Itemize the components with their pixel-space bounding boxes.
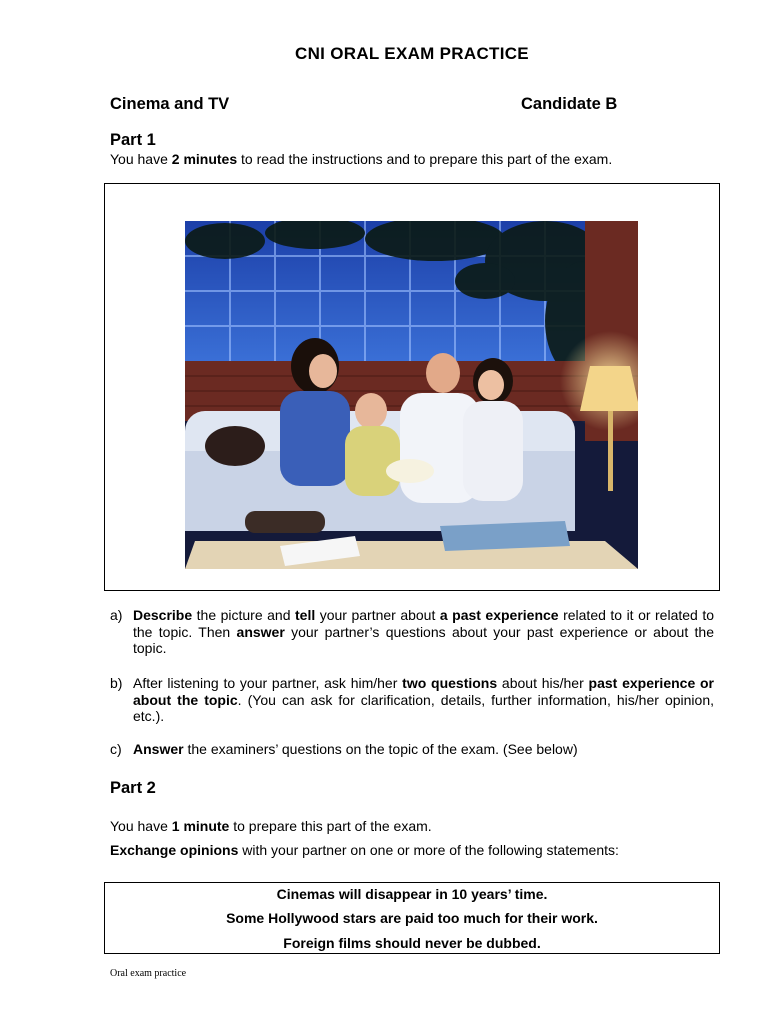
statement-item: Foreign films should never be dubbed. — [283, 935, 541, 951]
line1-text: You have — [110, 818, 172, 834]
body-text: the picture and — [192, 607, 295, 623]
item-text — [133, 607, 714, 657]
photo-illustration — [185, 221, 638, 569]
body-text: your partner about — [315, 607, 440, 623]
list-item — [110, 675, 714, 725]
part1-heading: Part 1 — [110, 131, 156, 149]
footer-text: Oral exam practice — [110, 968, 187, 979]
page-title: CNI ORAL EXAM PRACTICE — [295, 44, 529, 63]
statements-box — [104, 882, 720, 954]
item-label: a) — [110, 607, 123, 623]
body-text: your partner’s questions about your past experience or about the topic. — [133, 623, 714, 656]
intro-text: You have — [110, 151, 172, 167]
line1-duration: 1 minute — [171, 818, 230, 834]
item-label: b) — [110, 675, 123, 691]
part1-instructions — [110, 607, 714, 767]
part2-line1 — [110, 818, 432, 835]
line2-text: with your partner on one or more of the following statements: — [238, 842, 619, 858]
body-text: the examiners’ questions on the topic of the exam. (See below) — [183, 741, 578, 757]
body-text: After listening to your partner, ask him/her — [133, 675, 403, 691]
part2-line2 — [110, 842, 619, 859]
part2-heading: Part 2 — [110, 779, 156, 797]
family-watching-tv-photo — [185, 221, 638, 569]
emphasis-text: answer — [236, 623, 285, 640]
body-text: related to it or related to the topic. Then — [133, 607, 714, 640]
line2-bold: Exchange opinions — [110, 842, 239, 858]
emphasis-text: tell — [295, 607, 316, 623]
emphasis-text: two questions — [402, 675, 498, 691]
list-item — [110, 741, 714, 758]
statement-item: Some Hollywood stars are paid too much for their work. — [226, 910, 598, 926]
body-text: . (You can ask for clarification, details, further information, his/her opinion, etc.). — [133, 691, 714, 724]
topic-title: Cinema and TV — [110, 95, 230, 113]
emphasis-text: past experience or about the topic — [133, 675, 714, 708]
list-item — [110, 607, 714, 657]
item-text — [133, 675, 714, 725]
emphasis-text: a past experience — [439, 607, 559, 623]
item-label: c) — [110, 741, 122, 757]
part1-intro — [110, 151, 612, 168]
item-text — [133, 741, 714, 758]
emphasis-text: Describe — [133, 607, 193, 623]
intro-text-end: to read the instructions and to prepare this part of the exam. — [237, 151, 613, 167]
line1-text-end: to prepare this part of the exam. — [229, 818, 432, 834]
intro-duration: 2 minutes — [171, 151, 238, 167]
body-text: about his/her — [497, 675, 589, 691]
statement-item: Cinemas will disappear in 10 years’ time. — [276, 886, 548, 902]
candidate-label: Candidate B — [521, 95, 618, 113]
emphasis-text: Answer — [133, 741, 184, 757]
